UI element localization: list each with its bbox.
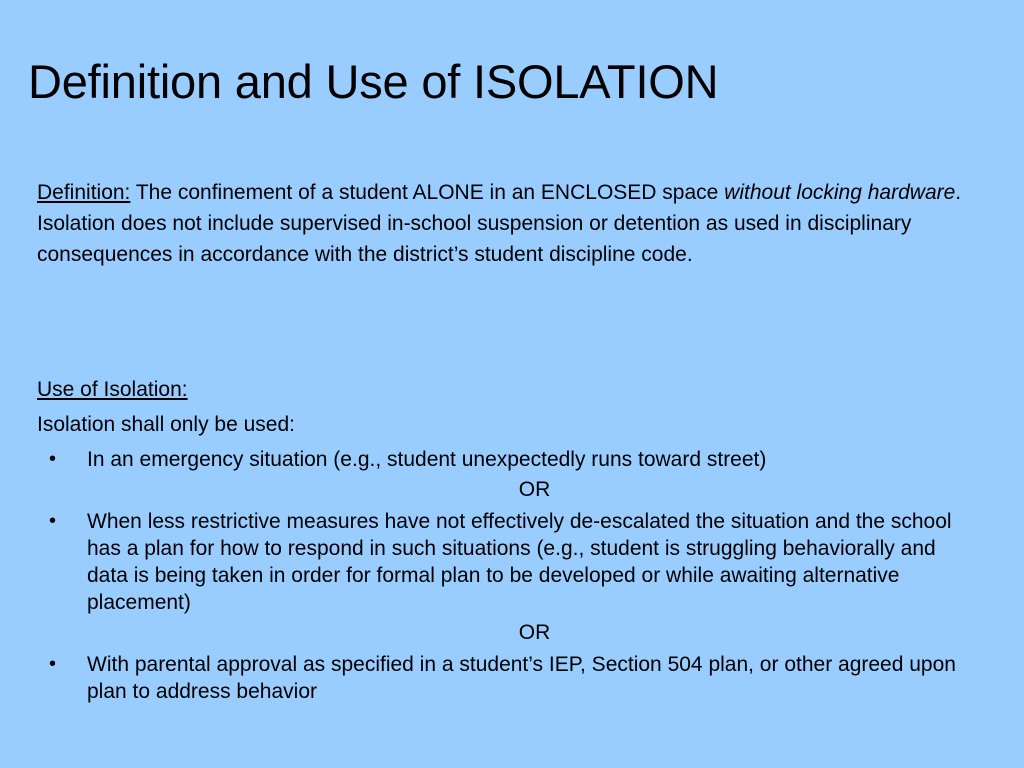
- definition-text-2: . Isolation does not include supervised in-school suspension or detention as used in disciplinary consequences in accordance with the district’s student discipline code.: [37, 181, 962, 266]
- list-item-text: When less restrictive measures have not effectively de-escalated the situation and the school has a plan for how to respond in such situations (e.g., student is struggling behaviorally and data is being taken in order for formal plan to be developed or while awaiting alternative placement): [87, 510, 952, 614]
- definition-text-1: The confinement of a student ALONE in an ENCLOSED space: [130, 181, 725, 204]
- use-heading: Use of Isolation:: [37, 378, 188, 401]
- definition-paragraph: [37, 177, 982, 270]
- use-intro: Isolation shall only be used:: [37, 413, 295, 436]
- bullet-icon: •: [49, 653, 57, 675]
- list-item-text: In an emergency situation (e.g., student unexpectedly runs toward street): [87, 448, 767, 471]
- list-item: [37, 508, 982, 616]
- list-item: [37, 651, 982, 705]
- list-item: [37, 446, 982, 473]
- bullet-icon: •: [49, 448, 57, 470]
- or-separator: OR: [518, 621, 551, 644]
- use-bullet-list: [37, 446, 982, 705]
- or-separator: OR: [518, 478, 551, 501]
- slide-title: Definition and Use of ISOLATION: [28, 55, 719, 108]
- definition-italic-text: without locking hardware: [724, 181, 956, 204]
- list-item-text: With parental approval as specified in a student’s IEP, Section 504 plan, or other agreed upon plan to address behavior: [87, 653, 956, 703]
- definition-label: Definition:: [37, 181, 131, 204]
- bullet-icon: •: [49, 510, 57, 532]
